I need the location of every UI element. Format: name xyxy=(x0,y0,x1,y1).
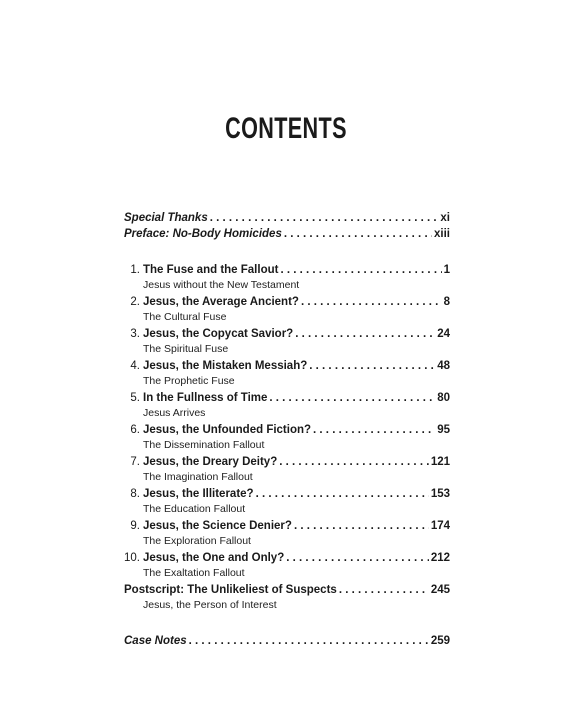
toc-entry-label: Jesus, the Copycat Savior? xyxy=(143,328,294,340)
toc-page-number: 121 xyxy=(430,456,450,468)
toc-page-number: 212 xyxy=(430,552,450,564)
chapter-subtitle: The Exaltation Fallout xyxy=(143,567,245,579)
table-of-contents xyxy=(124,210,450,649)
chapter-subtitle: The Dissemination Fallout xyxy=(143,439,265,451)
toc-entry-chapter[interactable] xyxy=(124,550,450,566)
toc-entry-preface[interactable] xyxy=(124,226,450,242)
toc-page-number: 8 xyxy=(443,296,450,308)
toc-page-number: xi xyxy=(440,212,450,224)
dot-leader xyxy=(286,550,429,566)
toc-entry-special-thanks[interactable] xyxy=(124,210,450,226)
toc-entry-label: Postscript: The Unlikeliest of Suspects xyxy=(124,584,337,596)
toc-page-number: 174 xyxy=(430,520,450,532)
chapter-subtitle: The Exploration Fallout xyxy=(143,535,251,547)
toc-page-number: 24 xyxy=(437,328,450,340)
dot-leader xyxy=(269,390,435,406)
chapter-number: 1. xyxy=(130,264,140,276)
toc-entry-label: Special Thanks xyxy=(124,212,208,224)
dot-leader xyxy=(295,326,435,342)
toc-page-number: 1 xyxy=(443,264,450,276)
toc-entry-label: Jesus, the One and Only? xyxy=(143,552,285,564)
toc-entry-label: Jesus, the Unfounded Fiction? xyxy=(143,424,312,436)
dot-leader xyxy=(284,226,432,242)
chapter-number: 10. xyxy=(124,552,140,564)
toc-page-number: 153 xyxy=(430,488,450,500)
toc-page-number: xiii xyxy=(434,228,450,240)
toc-entry-label: In the Fullness of Time xyxy=(143,392,268,404)
chapter-number: 9. xyxy=(130,520,140,532)
dot-leader xyxy=(313,422,435,438)
toc-chapter-4 xyxy=(124,358,450,390)
chapter-number: 3. xyxy=(130,328,140,340)
toc-chapter-8 xyxy=(124,486,450,518)
dot-leader xyxy=(279,454,429,470)
chapter-subtitle: The Imagination Fallout xyxy=(143,471,253,483)
toc-entry-chapter[interactable] xyxy=(124,518,450,534)
toc-postscript xyxy=(124,582,450,614)
toc-entry-chapter[interactable] xyxy=(124,390,450,406)
toc-entry-chapter[interactable] xyxy=(124,358,450,374)
chapter-number: 4. xyxy=(130,360,140,372)
toc-entry-label: Jesus, the Mistaken Messiah? xyxy=(143,360,308,372)
toc-entry-chapter[interactable] xyxy=(124,326,450,342)
toc-entry-label: Case Notes xyxy=(124,635,187,647)
toc-chapter-5 xyxy=(124,390,450,422)
toc-entry-chapter[interactable] xyxy=(124,486,450,502)
toc-entry-label: The Fuse and the Fallout xyxy=(143,264,279,276)
toc-page-number: 259 xyxy=(430,635,450,647)
page-title: CONTENTS xyxy=(225,112,347,145)
toc-entry-chapter[interactable] xyxy=(124,422,450,438)
toc-chapter-1 xyxy=(124,262,450,294)
toc-page-number: 95 xyxy=(437,424,450,436)
toc-chapter-3 xyxy=(124,326,450,358)
dot-leader xyxy=(280,262,441,278)
toc-entry-chapter[interactable] xyxy=(124,454,450,470)
chapter-subtitle: The Cultural Fuse xyxy=(143,311,227,323)
toc-chapter-9 xyxy=(124,518,450,550)
toc-chapter-7 xyxy=(124,454,450,486)
toc-entry-label: Preface: No-Body Homicides xyxy=(124,228,282,240)
toc-page-number: 245 xyxy=(430,584,450,596)
toc-entry-chapter[interactable] xyxy=(124,262,450,278)
chapter-number: 2. xyxy=(130,296,140,308)
toc-page-number: 80 xyxy=(437,392,450,404)
chapter-subtitle: The Education Fallout xyxy=(143,503,246,515)
toc-chapter-2 xyxy=(124,294,450,326)
chapter-number: 7. xyxy=(130,456,140,468)
toc-entry-label: Jesus, the Dreary Deity? xyxy=(143,456,278,468)
chapter-number: 6. xyxy=(130,424,140,436)
chapter-subtitle: The Prophetic Fuse xyxy=(143,375,235,387)
chapter-subtitle: Jesus without the New Testament xyxy=(143,279,300,291)
toc-chapter-6 xyxy=(124,422,450,454)
toc-page-number: 48 xyxy=(437,360,450,372)
dot-leader xyxy=(210,210,439,226)
toc-chapter-10 xyxy=(124,550,450,582)
dot-leader xyxy=(189,633,429,649)
dot-leader xyxy=(294,518,429,534)
toc-entry-postscript[interactable] xyxy=(124,582,450,598)
chapter-number: 8. xyxy=(130,488,140,500)
chapter-number: 5. xyxy=(130,392,140,404)
toc-entry-chapter[interactable] xyxy=(124,294,450,310)
toc-entry-label: Jesus, the Illiterate? xyxy=(143,488,254,500)
toc-entry-label: Jesus, the Average Ancient? xyxy=(143,296,299,308)
chapter-subtitle: The Spiritual Fuse xyxy=(143,343,229,355)
toc-entry-label: Jesus, the Science Denier? xyxy=(143,520,292,532)
dot-leader xyxy=(309,358,435,374)
dot-leader xyxy=(256,486,429,502)
dot-leader xyxy=(339,582,429,598)
postscript-subtitle: Jesus, the Person of Interest xyxy=(143,599,277,611)
dot-leader xyxy=(301,294,442,310)
chapter-subtitle: Jesus Arrives xyxy=(143,407,206,419)
toc-entry-case-notes[interactable] xyxy=(124,633,450,649)
